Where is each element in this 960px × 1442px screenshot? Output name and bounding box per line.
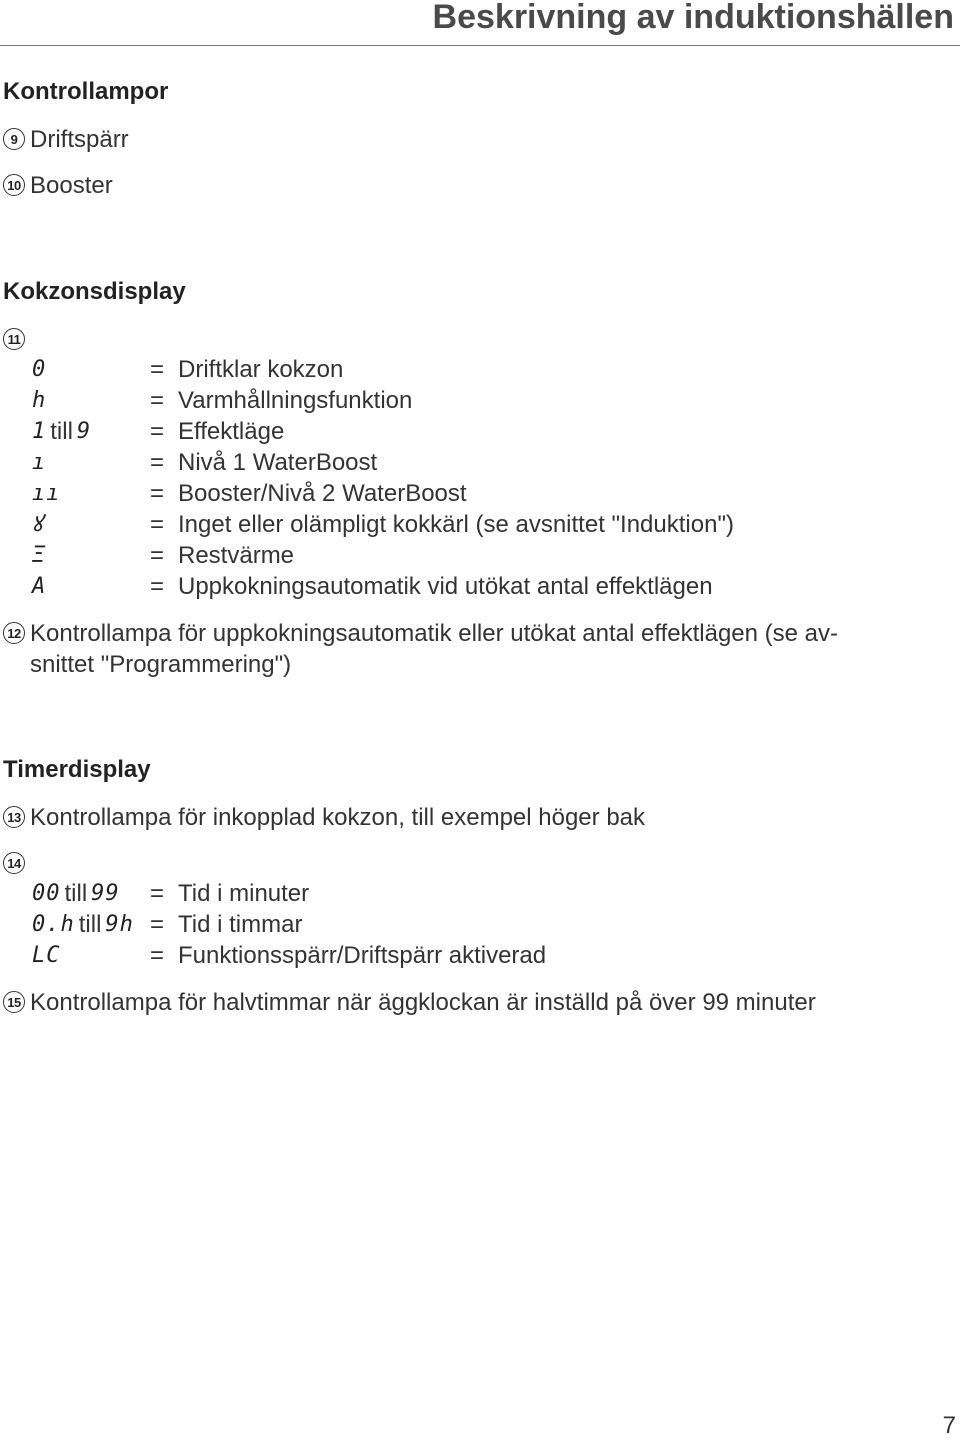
equals-sign: =: [150, 942, 165, 969]
page-number: 7: [942, 1412, 956, 1439]
definition-row: [32, 448, 377, 478]
display-symbol: Ξ: [32, 543, 47, 568]
definition-text: Tid i timmar: [178, 911, 303, 938]
circled-number-14: 14: [3, 852, 25, 874]
display-symbol: LC: [32, 943, 61, 968]
equals-sign: =: [150, 480, 165, 507]
definition-row: [32, 417, 284, 447]
definition-row: [32, 479, 467, 509]
display-symbol: 0: [32, 357, 47, 382]
display-symbol: 0.h: [32, 912, 75, 937]
equals-sign: =: [150, 573, 165, 600]
definition-row: [32, 910, 302, 940]
display-symbol: A: [32, 574, 47, 599]
definition-row: [32, 572, 713, 602]
equals-sign: =: [150, 356, 165, 383]
circled-number-11: 11: [3, 328, 25, 350]
display-symbol: 1: [32, 419, 47, 444]
list-item-15: [3, 987, 816, 1018]
definition-row: [32, 510, 734, 540]
header-rule: [0, 45, 960, 46]
definition-text: Inget eller olämpligt kokkärl (se avsnittet "Induktion"): [178, 511, 734, 538]
display-symbol-end: 9h: [105, 912, 134, 937]
definition-text: Uppkokningsautomatik vid utökat antal effektlägen: [178, 573, 713, 600]
display-symbol: ꙋ: [32, 512, 44, 537]
list-item-12: [3, 618, 838, 680]
display-symbol-end: 99: [91, 881, 120, 906]
definition-row: [32, 941, 546, 971]
page-header-title: Beskrivning av induktionshällen: [432, 0, 954, 36]
circled-number-9: 9: [3, 128, 25, 150]
section-heading-kokzonsdisplay: Kokzonsdisplay: [3, 278, 186, 305]
circled-number-13: 13: [3, 806, 25, 828]
section-heading-kontrollampor: Kontrollampor: [3, 78, 169, 105]
display-symbol: 00: [32, 881, 61, 906]
item-text-line-1: Kontrollampa för uppkokningsautomatik eller utökat antal effektlägen (se av-: [30, 620, 839, 647]
list-item-11: [3, 324, 30, 350]
definition-row: [32, 386, 412, 416]
list-item-10: [3, 170, 113, 201]
definition-text: Effektläge: [178, 418, 285, 445]
equals-sign: =: [150, 542, 165, 569]
equals-sign: =: [150, 511, 165, 538]
definition-text: Booster/Nivå 2 WaterBoost: [178, 480, 467, 507]
item-text: Driftspärr: [30, 126, 129, 153]
display-symbol-end: 9: [76, 419, 92, 444]
section-heading-timerdisplay: Timerdisplay: [3, 756, 151, 783]
definition-text: Nivå 1 WaterBoost: [178, 449, 378, 476]
equals-sign: =: [150, 880, 165, 907]
display-symbol: ı: [32, 450, 47, 475]
item-text: Booster: [30, 172, 113, 199]
item-text: [30, 618, 838, 680]
item-text-line-2: snittet "Programmering"): [30, 651, 292, 678]
definition-text: Funktionsspärr/Driftspärr aktiverad: [178, 942, 547, 969]
range-word: till: [50, 418, 73, 445]
definition-row: [32, 355, 343, 385]
range-word: till: [64, 880, 88, 907]
definition-text: Restvärme: [178, 542, 295, 569]
equals-sign: =: [150, 911, 165, 938]
item-text: Kontrollampa för halvtimmar när äggklockan är inställd på över 99 minuter: [30, 989, 816, 1016]
definition-row: [32, 879, 309, 909]
list-item-13: [3, 802, 645, 833]
display-symbol: ıı: [32, 481, 61, 506]
item-text: Kontrollampa för inkopplad kokzon, till exempel höger bak: [30, 804, 646, 831]
definition-row: [32, 541, 294, 571]
equals-sign: =: [150, 387, 165, 414]
range-word: till: [78, 911, 102, 938]
list-item-14: [3, 848, 30, 874]
equals-sign: =: [150, 418, 165, 445]
definition-text: Tid i minuter: [178, 880, 310, 907]
circled-number-15: 15: [3, 991, 25, 1013]
equals-sign: =: [150, 449, 165, 476]
display-symbol: h: [32, 388, 47, 413]
definition-text: Varmhållningsfunktion: [178, 387, 413, 414]
circled-number-12: 12: [3, 622, 25, 644]
definition-text: Driftklar kokzon: [178, 356, 344, 383]
circled-number-10: 10: [3, 174, 25, 196]
list-item-9: [3, 124, 129, 155]
